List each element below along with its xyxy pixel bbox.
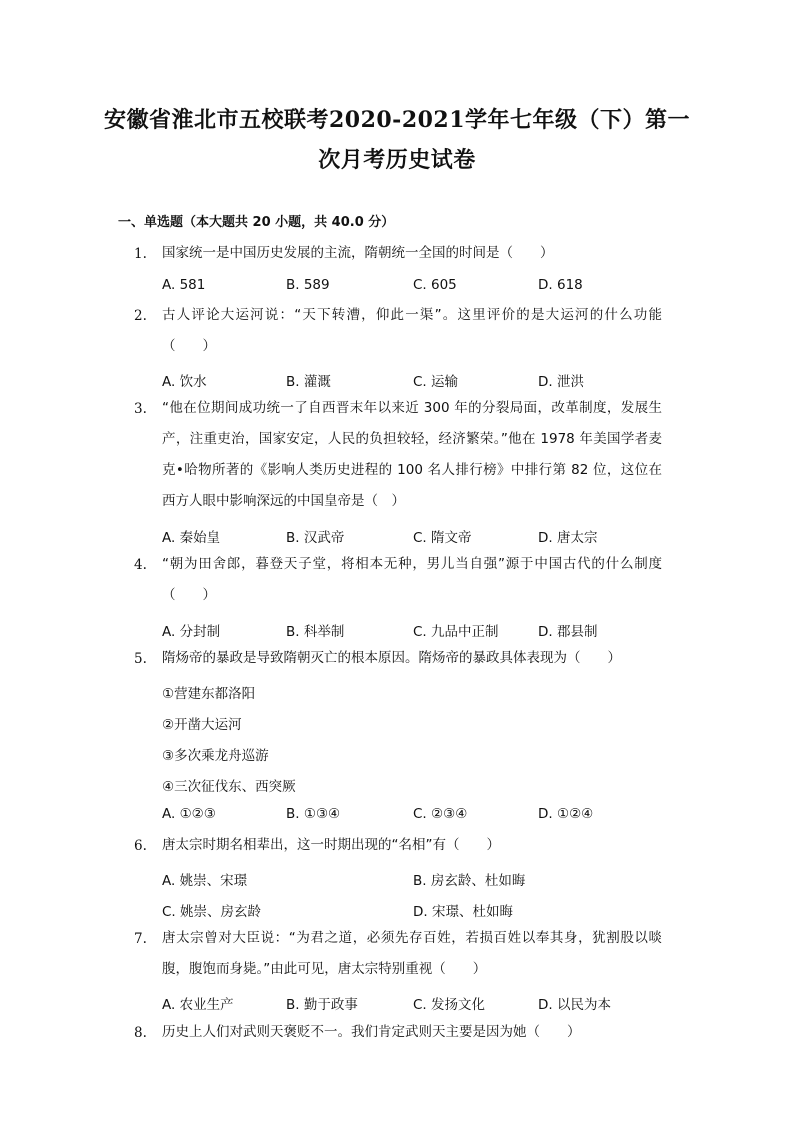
statement-item: ④三次征伐东、西突厥 <box>162 779 296 795</box>
option-b: B. 汉武帝 <box>286 530 345 546</box>
question-number: 5. <box>134 651 147 667</box>
question-text: 古人评论大运河说：“天下转漕，仰此一渠”。这里评价的是大运河的什么功能（ ） <box>162 307 662 354</box>
option-c: C. 运输 <box>413 374 459 390</box>
option-c: C. 605 <box>413 277 457 293</box>
option-d: D. ①②④ <box>538 806 594 822</box>
option-c: C. ②③④ <box>413 806 468 822</box>
option-d: D. 以民为本 <box>538 997 611 1013</box>
exam-title-line-1: 安徽省淮北市五校联考2020-2021学年七年级（下）第一 <box>103 107 691 133</box>
option-a: A. 秦始皇 <box>162 530 221 546</box>
question-number: 7. <box>134 931 147 947</box>
option-b: B. 灌溉 <box>286 374 331 390</box>
option-c: C. 隋文帝 <box>413 530 472 546</box>
option-a: A. ①②③ <box>162 806 216 822</box>
question-text: “朝为田舍郎，暮登天子堂，将相本无种，男儿当自强”源于中国古代的什么制度（ ） <box>162 556 662 603</box>
option-a: A. 饮水 <box>162 374 207 390</box>
question-text: 历史上人们对武则天褒贬不一。我们肯定武则天主要是因为她（ ） <box>162 1024 581 1040</box>
option-c: C. 姚崇、房玄龄 <box>162 904 262 920</box>
option-a: A. 581 <box>162 277 206 293</box>
option-c: C. 九品中正制 <box>413 624 499 640</box>
option-c: C. 发扬文化 <box>413 997 486 1013</box>
exam-title-line-2: 次月考历史试卷 <box>318 147 476 173</box>
option-a: A. 农业生产 <box>162 997 234 1013</box>
question-text: 国家统一是中国历史发展的主流，隋朝统一全国的时间是（ ） <box>162 245 554 261</box>
question-number: 8. <box>134 1025 147 1041</box>
statement-item: ①营建东都洛阳 <box>162 686 256 702</box>
question-number: 4. <box>134 557 147 573</box>
option-d: D. 泄洪 <box>538 374 584 390</box>
question-number: 2. <box>134 308 147 324</box>
option-b: B. 589 <box>286 277 330 293</box>
question-number: 6. <box>134 838 147 854</box>
question-number: 1. <box>134 246 147 262</box>
option-b: B. 房玄龄、杜如晦 <box>413 873 526 889</box>
option-b: B. 科举制 <box>286 624 345 640</box>
question-number: 3. <box>134 401 147 417</box>
question-text: “他在位期间成功统一了自西晋末年以来近 300 年的分裂局面，改革制度，发展生产，注重吏治，国家安定，人民的负担较轻，经济繁荣。”他在 1978 年美国学者麦克•哈物所著的《影响人类历史进程的 100 名人排行榜》中排行第 82 位，这位在西方人眼中影响深远的中国皇帝是（ ） <box>162 400 662 509</box>
option-b: B. 勤于政事 <box>286 997 358 1013</box>
question-text: 唐太宗时期名相辈出，这一时期出现的“名相”有（ ） <box>162 837 500 853</box>
option-d: D. 618 <box>538 277 583 293</box>
option-a: A. 分封制 <box>162 624 221 640</box>
question-text: 隋炀帝的暴政是导致隋朝灭亡的根本原因。隋炀帝的暴政具体表现为（ ） <box>162 650 621 666</box>
option-a: A. 姚崇、宋璟 <box>162 873 248 889</box>
option-b: B. ①③④ <box>286 806 341 822</box>
option-d: D. 宋璟、杜如晦 <box>413 904 513 920</box>
option-d: D. 唐太宗 <box>538 530 598 546</box>
section-heading: 一、单选题（本大题共 20 小题，共 40.0 分） <box>118 215 395 230</box>
option-d: D. 郡县制 <box>538 624 598 640</box>
statement-item: ②开凿大运河 <box>162 717 242 733</box>
statement-item: ③多次乘龙舟巡游 <box>162 748 269 764</box>
question-text: 唐太宗曾对大臣说：“为君之道，必须先存百姓，若损百姓以奉其身，犹割股以啖腹，腹饱而身毙。”由此可见，唐太宗特别重视（ ） <box>162 930 662 977</box>
